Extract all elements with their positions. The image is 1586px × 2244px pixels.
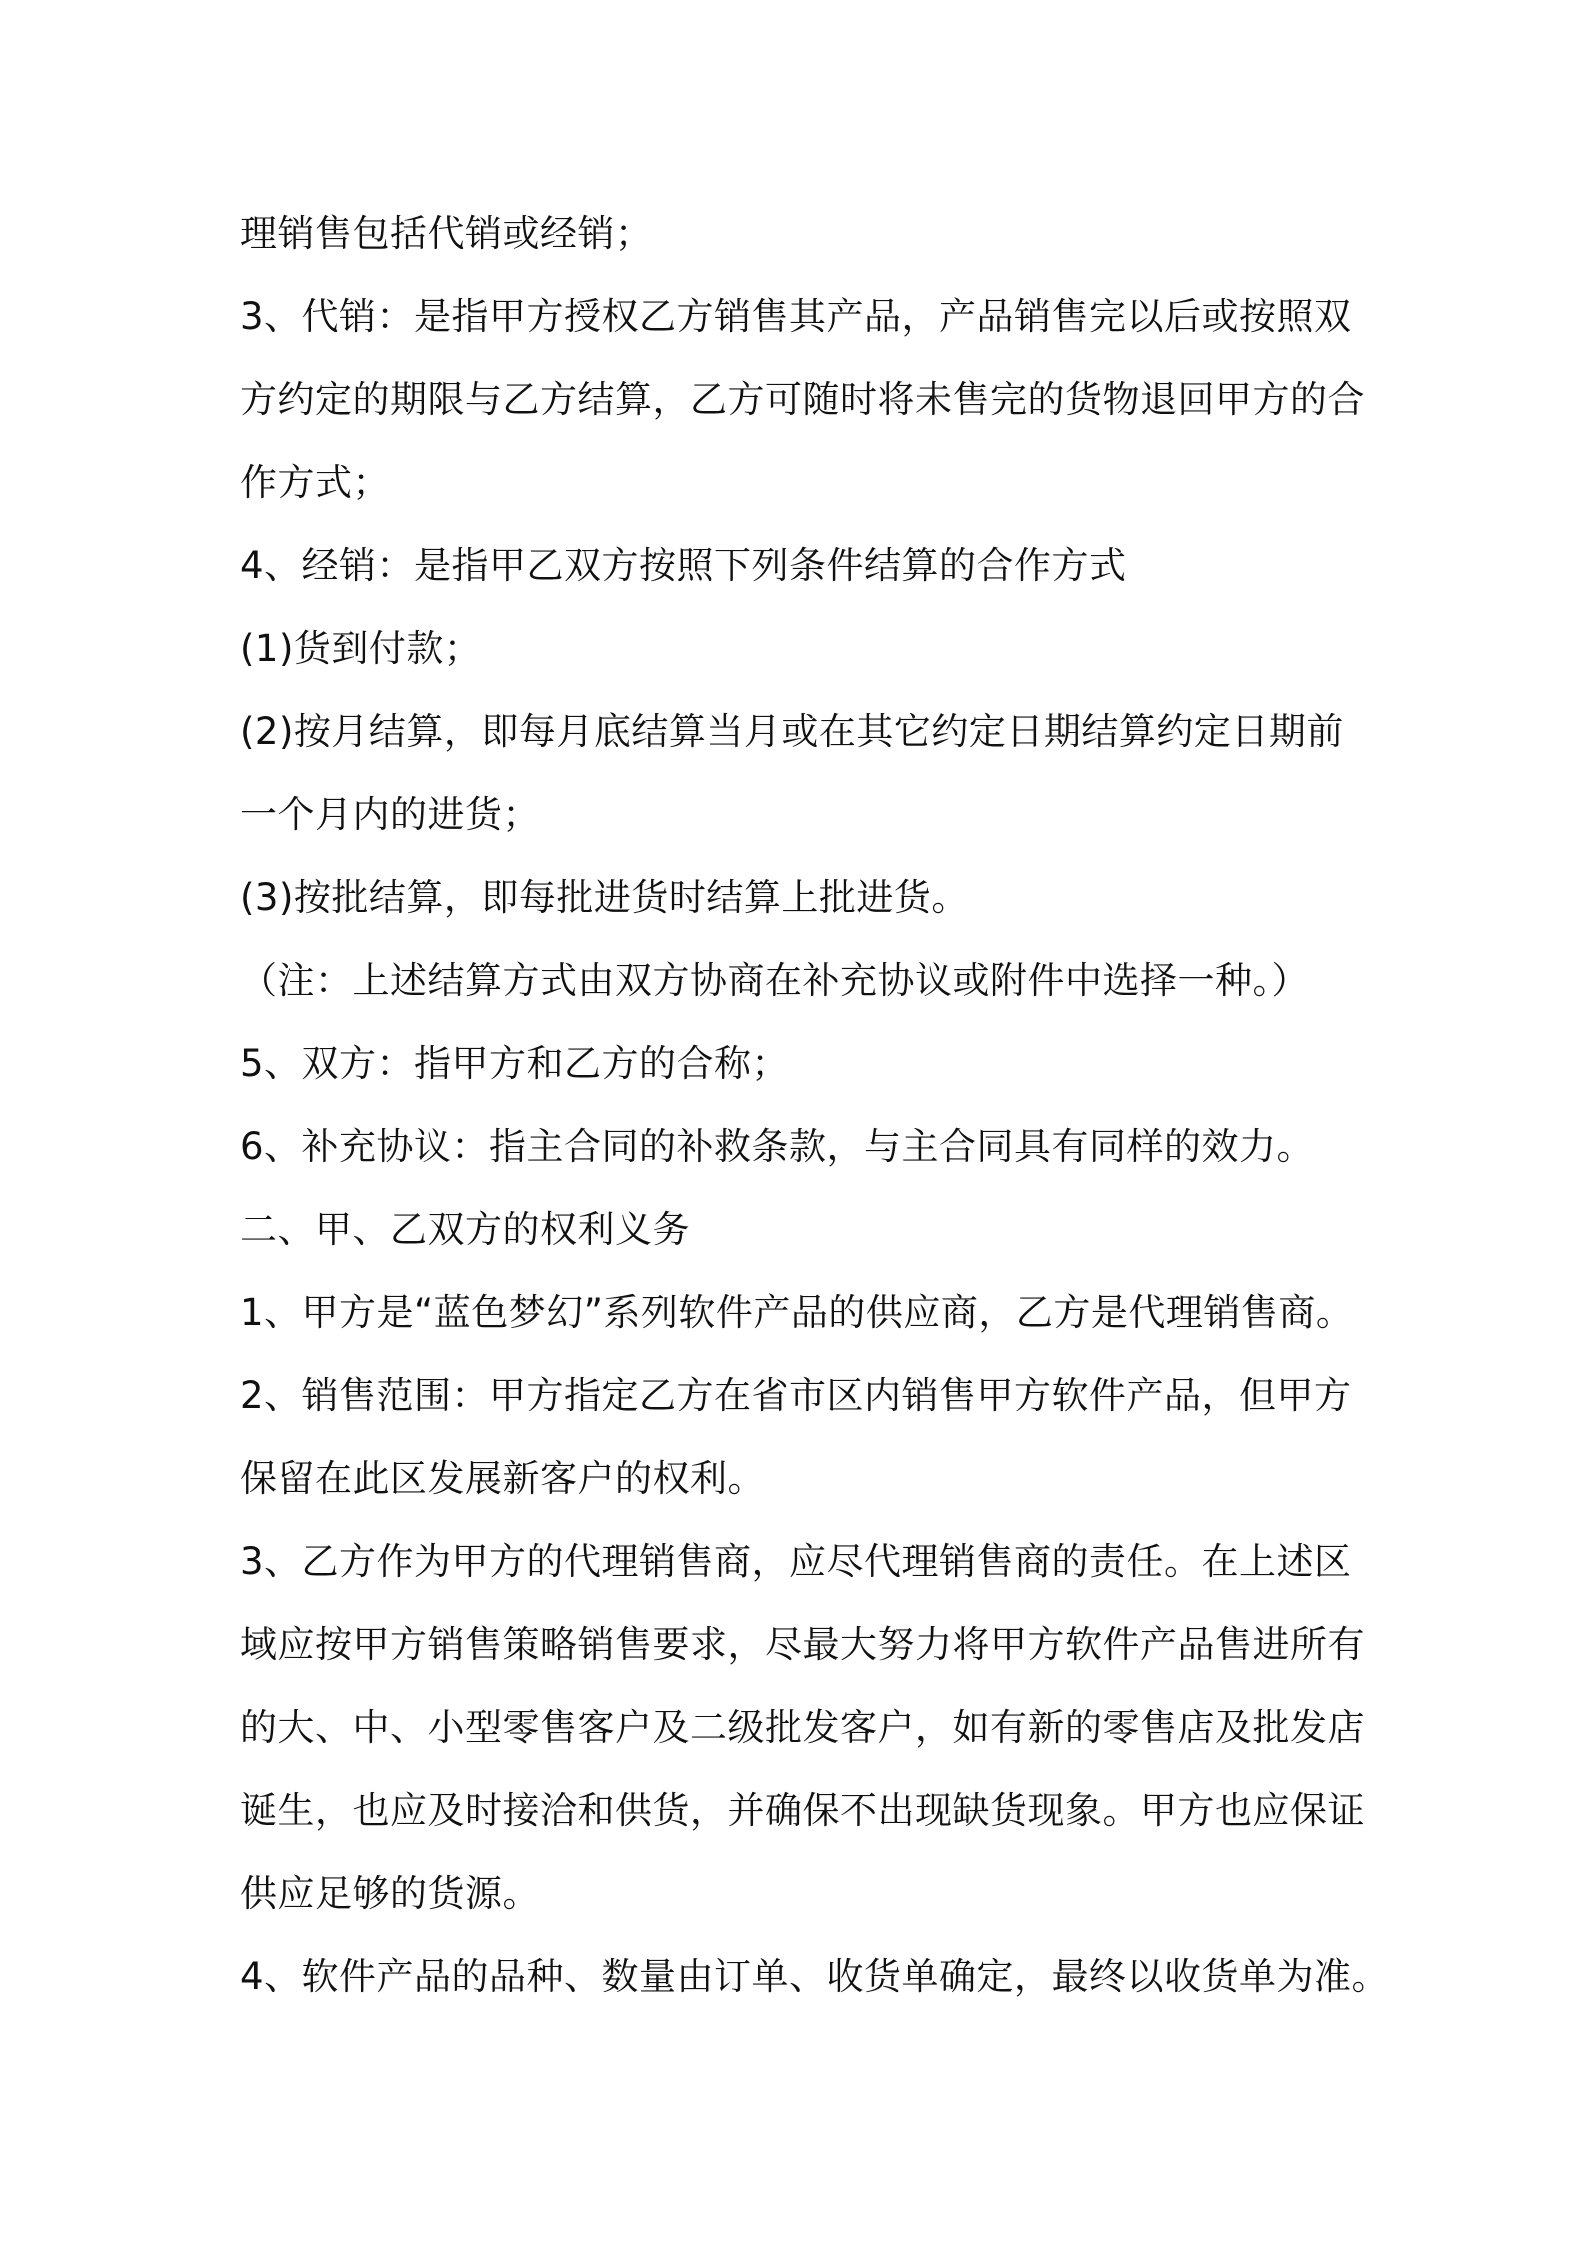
text-line: 3、乙方作为甲方的代理销售商，应尽代理销售商的责任。在上述区 xyxy=(240,1540,1352,1583)
text-line: 诞生，也应及时接洽和供货，并确保不出现缺货现象。甲方也应保证 xyxy=(240,1789,1365,1832)
text-line: 4、经销：是指甲乙双方按照下列条件结算的合作方式 xyxy=(240,544,1127,587)
text-line: 的大、中、小型零售客户及二级批发客户，如有新的零售店及批发店 xyxy=(240,1706,1365,1749)
text-line: (1)货到付款； xyxy=(240,627,482,670)
text-line: 保留在此区发展新客户的权利。 xyxy=(240,1457,765,1500)
text-line: 供应足够的货源。 xyxy=(240,1872,540,1915)
text-line: (2)按月结算，即每月底结算当月或在其它约定日期结算约定日期前 xyxy=(240,710,1344,753)
text-line: (3)按批结算，即每批进货时结算上批进货。 xyxy=(240,876,969,919)
text-line: 4、软件产品的品种、数量由订单、收货单确定，最终以收货单为准。 xyxy=(240,1955,1390,1998)
text-line: 5、双方：指甲方和乙方的合称； xyxy=(240,1042,790,1085)
text-line: 作方式； xyxy=(240,461,390,504)
text-line: 一个月内的进货； xyxy=(240,793,540,836)
text-line: 1、甲方是“蓝色梦幻”系列软件产品的供应商，乙方是代理销售商。 xyxy=(240,1291,1354,1334)
text-line: （注：上述结算方式由双方协商在补充协议或附件中选择一种。） xyxy=(240,959,1309,1002)
text-line: 域应按甲方销售策略销售要求，尽最大努力将甲方软件产品售进所有 xyxy=(240,1623,1365,1666)
document-body xyxy=(240,192,1400,2018)
text-line: 方约定的期限与乙方结算，乙方可随时将未售完的货物退回甲方的合 xyxy=(240,378,1365,421)
text-line: 理销售包括代销或经销； xyxy=(240,212,653,255)
section-heading: 二、甲、乙双方的权利义务 xyxy=(240,1208,690,1251)
text-line: 6、补充协议：指主合同的补救条款，与主合同具有同样的效力。 xyxy=(240,1125,1315,1168)
text-line: 3、代销：是指甲方授权乙方销售其产品，产品销售完以后或按照双 xyxy=(240,295,1352,338)
text-line: 2、销售范围：甲方指定乙方在省市区内销售甲方软件产品，但甲方 xyxy=(240,1374,1352,1417)
